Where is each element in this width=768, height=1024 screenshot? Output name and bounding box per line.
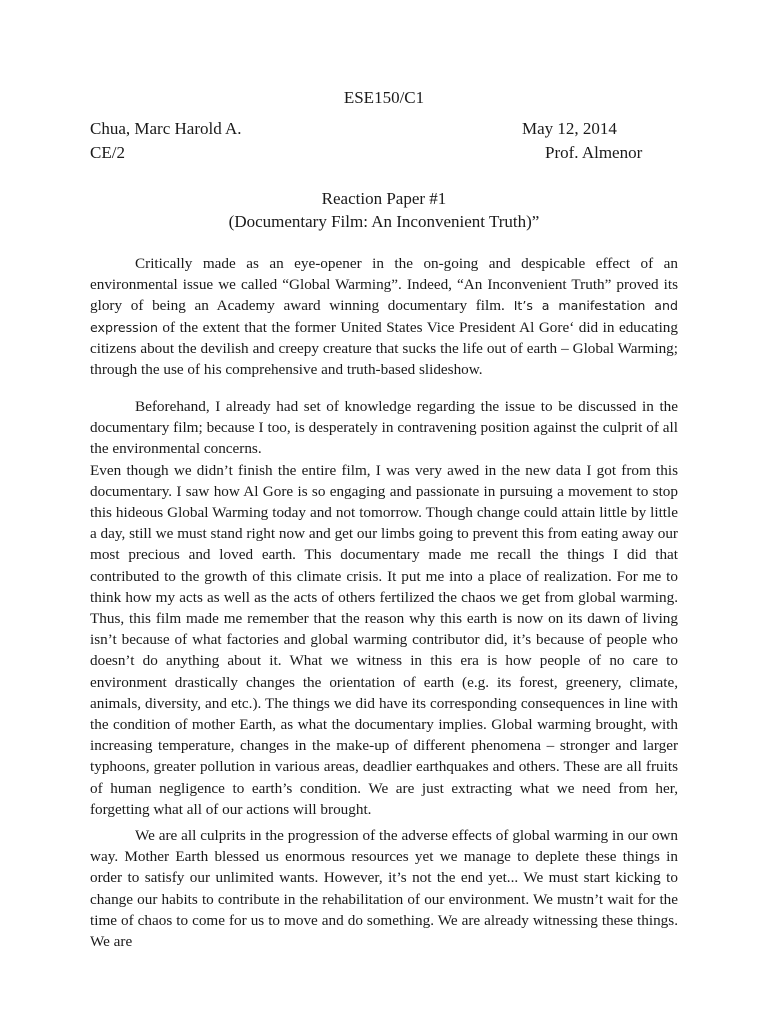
paragraph-4: We are all culprits in the progression of the adverse effects of global warming in our own way. Mother Earth blessed us enormous resources yet we manage to deplete these things in order to satisfy our unlimited wants. However, it’s not the end yet... We must start kicking to change our habits to contribute in the rehabilitation of our environment. We mustn’t wait for the time of chaos to come for us to move and do something. We are already witnessing these things. We are <box>90 827 678 951</box>
student-name: Chua, Marc Harold A. <box>90 119 242 138</box>
paragraph-3: Even though we didn’t finish the entire film, I was very awed in the new data I got from this documentary. I saw how Al Gore is so engaging and passionate in pursuing a movement to stop this hideous Global Warming today and not tomorrow. Though change could attain little by little a day, still we must stand right now and get our limbs going to prevent this from eating away our most precious and loved earth. This documentary made me recall the things I did that contributed to the growth of this climate crisis. It put me into a place of realization. For me to think how my acts as well as the acts of others fertilized the chaos we get from global warming. Thus, this film made me remember that the reason why this earth is now on its dawn of living isn’t because of what factories and global warming contributor did, it’s because of people who doesn’t do anything about it. What we witness in this era is how people of no care to environment drastically changes the orientation of earth (e.g. its forest, greenery, climate, animals, diversity, and etc.). The things we did have its corresponding consequences in line with the condition of mother Earth, as what the documentary implies. Global warming brought, with increasing temperature, changes in the make-up of different phenomena – stronger and larger typhoons, greater pollution in various areas, deadlier earthquakes and others. These are all fruits of human negligence to earth’s condition. We are just extracting what we need from her, forgetting what all of our actions will brought. <box>90 461 678 818</box>
paragraph-2: Beforehand, I already had set of knowledge regarding the issue to be discussed in the documentary film; because I too, is desperately in contravening position against the culprit of all the environmental concerns. <box>90 398 678 458</box>
paper-date: May 12, 2014 <box>522 119 617 138</box>
paper-subtitle: (Documentary Film: An Inconvenient Truth)” <box>228 212 540 231</box>
course-code: ESE150/C1 <box>343 88 425 107</box>
paragraph-1-text-b: It’s a manifestation and expression <box>90 298 678 335</box>
paragraph-4-block <box>90 825 678 952</box>
paragraph-1 <box>90 253 678 380</box>
professor-name: Prof. Almenor <box>545 143 643 162</box>
paragraph-1-text-a: Critically made as an eye-opener in the on-going and despicable effect of an environmental issue we called “Global Warming”. Indeed, “An Inconvenient Truth” proved its glory of being an Academy award winning documentary film. <box>90 255 678 315</box>
course-section: CE/2 <box>90 143 125 162</box>
paragraph-2-3 <box>90 396 678 820</box>
paragraph-1-text-c: of the extent that the former United States Vice President Al Gore‘ did in educating citizens about the devilish and creepy creature that sucks the life out of earth – Global Warming; through the use of his comprehensive and truth-based slideshow. <box>90 318 678 379</box>
paper-title: Reaction Paper #1 <box>321 189 447 208</box>
